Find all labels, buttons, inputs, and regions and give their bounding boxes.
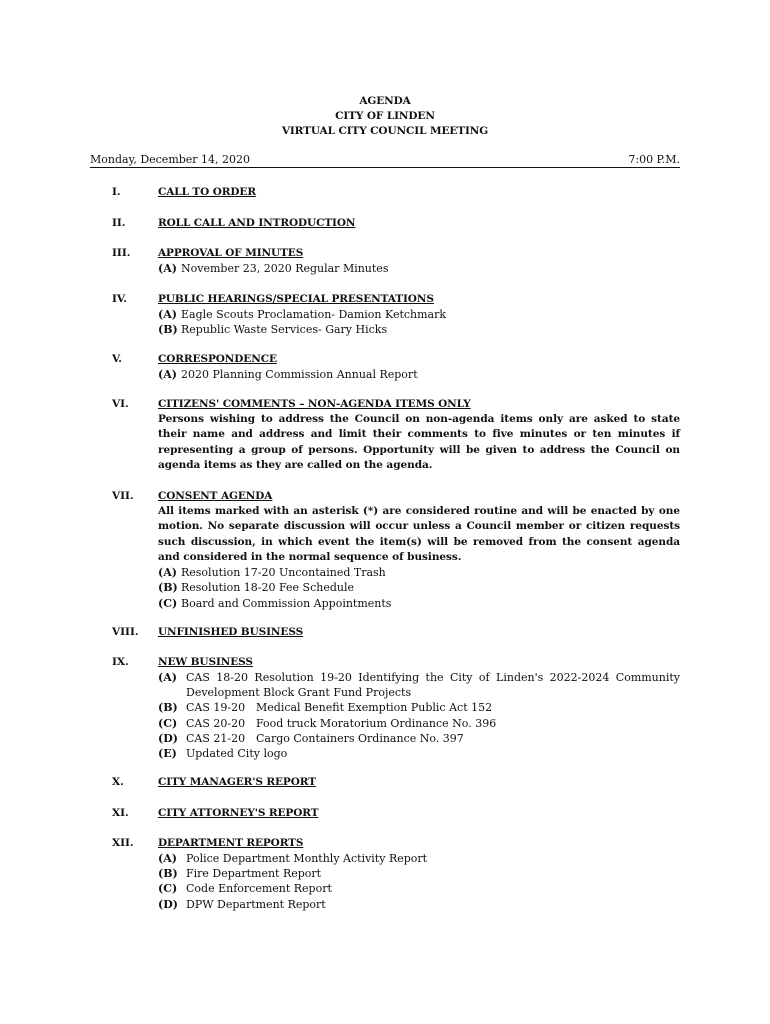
section-heading: CITY MANAGER'S REPORT [158,776,316,788]
item-text: Food truck Moratorium Ordinance No. 396 [256,716,497,730]
section-heading: NEW BUSINESS [158,656,253,668]
item-text: Updated City logo [186,747,288,761]
agenda-item [158,731,680,746]
section-heading: APPROVAL OF MINUTES [158,247,304,259]
item-letter: (C) [158,716,178,730]
section-heading: CITY ATTORNEY'S REPORT [158,807,319,819]
item-letter: (B) [158,701,178,715]
item-letter: (A) [158,566,177,580]
agenda-item [158,700,680,715]
section-numeral: III. [112,247,131,259]
item-text: Board and Commission Appointments [181,596,392,610]
agenda-title: AGENDA [359,95,411,107]
agenda-item [158,866,680,881]
agenda-item [158,881,680,896]
section-paragraph: All items marked with an asterisk (*) are considered routine and will be enacted by one motion. No separate discussion will occur unless a Council member or citizen requests such discussion, in which event the item(s) will be removed from the consent agenda and considered in the normal sequence of business. [158,505,680,563]
agenda-title-block [0,94,770,139]
section-heading: CONSENT AGENDA [158,490,273,502]
section-paragraph: Persons wishing to address the Council on non-agenda items only are asked to state their name and address and limit their comments to five minutes or ten minutes if representing a group of persons. Opportunity will be given to address the Council on agenda items as they are called on the agenda. [158,413,680,471]
item-case-number: CAS 19-20 [186,701,246,715]
meeting-date-line [90,153,680,168]
section-numeral: XII. [112,837,134,849]
item-text: Resolution 17-20 Uncontained Trash [181,566,386,580]
item-letter: (B) [158,323,178,337]
item-letter: (A) [158,262,177,275]
section-numeral: IV. [112,293,127,305]
section-heading: CALL TO ORDER [158,186,256,198]
section-numeral: XI. [112,807,129,819]
item-letter: (D) [158,731,178,745]
agenda-item [158,716,680,731]
section-heading: DEPARTMENT REPORTS [158,837,304,849]
item-text: Medical Benefit Exemption Public Act 152 [256,701,493,715]
meeting-name: VIRTUAL CITY COUNCIL MEETING [281,125,489,137]
item-text: Fire Department Report [186,867,322,881]
agenda-item [158,367,680,382]
section-numeral: II. [112,217,126,229]
item-text: CAS 18-20 Resolution 19-20 Identifying the City of Linden's 2022-2024 Community Development Block Grant Fund Projects [186,671,680,700]
item-text: 2020 Planning Commission Annual Report [181,368,418,381]
item-letter: (A) [158,368,177,381]
item-case-number: CAS 21-20 [186,731,246,745]
item-letter: (A) [158,308,177,321]
item-case-number: CAS 20-20 [186,716,246,730]
item-letter: (C) [158,596,178,610]
section-numeral: V. [112,353,122,365]
item-letter: (E) [158,747,177,761]
section-numeral: VIII. [112,626,139,638]
item-letter: (A) [158,671,177,684]
section-heading: PUBLIC HEARINGS/SPECIAL PRESENTATIONS [158,293,434,305]
item-letter: (D) [158,897,178,911]
agenda-item [158,897,680,912]
agenda-item [158,307,680,322]
section-numeral: VII. [112,490,134,502]
section-numeral: X. [112,776,124,788]
agenda-item [158,746,680,761]
item-text: Resolution 18-20 Fee Schedule [181,581,355,595]
agenda-item [158,670,680,700]
section-numeral: VI. [112,398,129,410]
agenda-item [158,851,680,866]
agenda-item [158,596,680,611]
agenda-item [158,322,680,337]
section-numeral: I. [112,186,121,198]
item-text: DPW Department Report [186,897,326,911]
section-heading: CITIZENS' COMMENTS – NON-AGENDA ITEMS ONLY [158,398,471,410]
agenda-item [158,580,680,595]
section-heading: UNFINISHED BUSINESS [158,626,304,638]
item-text: Republic Waste Services- Gary Hicks [181,323,388,337]
item-letter: (B) [158,867,178,881]
item-text: Cargo Containers Ordinance No. 397 [256,731,464,745]
item-letter: (A) [158,852,177,865]
meeting-date: Monday, December 14, 2020 [90,153,251,166]
item-text: Eagle Scouts Proclamation- Damion Ketchmark [181,308,447,321]
item-letter: (C) [158,882,178,896]
section-numeral: IX. [112,656,129,668]
item-text: Police Department Monthly Activity Report [186,852,428,865]
agenda-item [158,261,680,276]
meeting-time: 7:00 P.M. [628,153,680,166]
city-name: CITY OF LINDEN [335,110,435,122]
section-heading: CORRESPONDENCE [158,353,277,365]
item-text: November 23, 2020 Regular Minutes [181,262,389,275]
item-letter: (B) [158,581,178,595]
section-heading: ROLL CALL AND INTRODUCTION [158,217,356,229]
agenda-item [158,565,680,580]
item-text: Code Enforcement Report [186,882,332,896]
